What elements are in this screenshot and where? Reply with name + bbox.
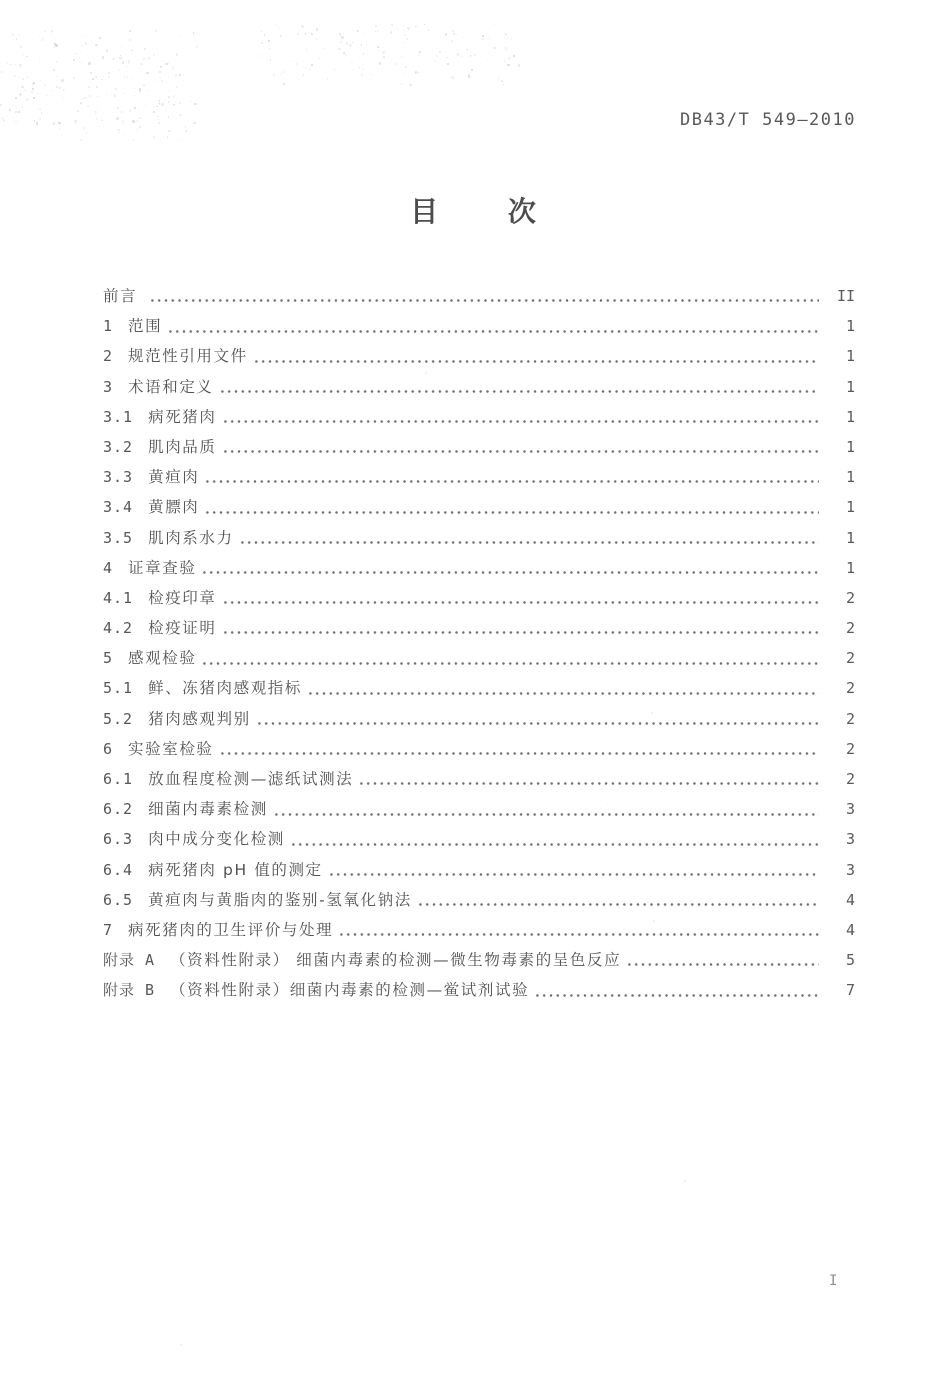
toc-entry-page: 1 <box>845 437 855 456</box>
toc-entry-number: 5.1 <box>103 679 134 698</box>
toc-entry-number: 3.3 <box>103 468 134 487</box>
toc-entry-page: 2 <box>845 709 855 728</box>
toc-entry <box>103 676 855 706</box>
toc-entry-page: 3 <box>845 860 855 879</box>
toc-entry <box>103 465 855 495</box>
toc-entry-number: 3.1 <box>103 407 134 426</box>
toc-entry-page: 5 <box>845 951 855 970</box>
dot-leader <box>219 737 819 767</box>
toc-entry-title: 检疫证明 <box>148 619 217 638</box>
toc-entry-page: 2 <box>845 739 855 758</box>
toc-entry <box>103 314 855 344</box>
toc-entry-page: 1 <box>845 317 855 336</box>
toc-entry <box>103 344 855 374</box>
toc-entry-title: 鲜、冻猪肉感观指标 <box>148 679 302 698</box>
dot-leader <box>626 948 819 978</box>
toc-entry <box>103 435 855 465</box>
toc-entry <box>103 586 855 616</box>
dot-leader <box>417 888 819 918</box>
dot-leader <box>219 375 819 405</box>
toc-entry-title: 猪肉感观判别 <box>148 709 251 728</box>
toc-entry <box>103 375 855 405</box>
toc-entry-page: 3 <box>845 830 855 849</box>
toc-entry-number: 6.2 <box>103 800 134 819</box>
toc-entry-title: 规范性引用文件 <box>128 347 248 366</box>
toc-entry-title: 证章查验 <box>128 558 197 577</box>
toc-entry-number: 6 <box>103 739 114 758</box>
toc-entry <box>103 797 855 827</box>
dot-leader <box>256 707 819 737</box>
toc-entry-number: 7 <box>103 920 114 939</box>
toc-entry-title: 范围 <box>128 317 163 336</box>
toc-entry-page: 7 <box>845 981 855 1000</box>
toc-entry-page: 1 <box>845 407 855 426</box>
toc-entry-number: 附录 A <box>103 951 156 970</box>
toc-entry-number: 4.2 <box>103 619 134 638</box>
dot-leader <box>358 767 819 797</box>
toc-entry-title: （资料性附录） 细菌内毒素的检测—微生物毒素的呈色反应 <box>170 951 622 970</box>
dot-leader <box>149 284 819 314</box>
toc-entry-title: 肌肉品质 <box>148 437 217 456</box>
toc-entry <box>103 888 855 918</box>
dot-leader <box>201 646 819 676</box>
toc-entry-number: 6.1 <box>103 770 134 788</box>
toc-entry <box>103 737 855 767</box>
toc-entry <box>103 556 855 586</box>
toc-entry-number: 附录 B <box>103 981 156 1000</box>
toc-entry-number: 6.3 <box>103 830 134 849</box>
dot-leader <box>307 676 819 706</box>
toc-entry-title: 病死猪肉的卫生评价与处理 <box>128 920 334 939</box>
toc-entry <box>103 978 855 1008</box>
toc-entry-number: 2 <box>103 347 114 366</box>
toc-entry-page: 3 <box>845 800 855 819</box>
table-of-contents <box>103 284 855 1009</box>
toc-entry-number: 3.2 <box>103 437 134 456</box>
dot-leader <box>222 586 820 616</box>
toc-entry-number: 3.4 <box>103 498 134 517</box>
dot-leader <box>204 495 819 525</box>
dot-leader <box>222 435 820 465</box>
toc-entry-page: 2 <box>845 770 855 788</box>
toc-entry-page: 1 <box>845 347 855 366</box>
toc-entry-title: 病死猪肉 pH 值的测定 <box>148 860 323 879</box>
toc-entry <box>103 918 855 948</box>
toc-entry-page: 4 <box>845 920 855 939</box>
toc-entry-title: 肌肉系水力 <box>148 528 234 547</box>
toc-entry <box>103 405 855 435</box>
dot-leader <box>167 314 819 344</box>
toc-entry-page: 1 <box>845 528 855 547</box>
toc-entry-page: 1 <box>845 498 855 517</box>
toc-entry <box>103 495 855 525</box>
dot-leader <box>290 827 819 857</box>
toc-entry-number: 5 <box>103 649 114 668</box>
toc-entry-title: 放血程度检测—滤纸试测法 <box>148 770 354 788</box>
toc-entry-number: 4 <box>103 558 114 577</box>
toc-entry <box>103 284 855 314</box>
toc-entry-title: 黄疸肉 <box>148 468 200 487</box>
toc-entry-title: 术语和定义 <box>128 377 214 396</box>
footer-page-number: I <box>829 1273 838 1289</box>
toc-entry <box>103 858 855 888</box>
toc-entry-page: 2 <box>845 679 855 698</box>
toc-entry <box>103 827 855 857</box>
toc-entry-number: 6.5 <box>103 890 134 909</box>
toc-entry-title: 前言 <box>103 287 144 305</box>
dot-leader <box>534 978 819 1008</box>
toc-entry-title: 肉中成分变化检测 <box>148 830 285 849</box>
toc-entry <box>103 616 855 646</box>
page-title: 目 次 <box>410 195 540 228</box>
toc-entry-number: 6.4 <box>103 860 134 879</box>
toc-entry-title: 检疫印章 <box>148 588 217 607</box>
toc-entry-title: 黄疸肉与黄脂肉的鉴别-氢氧化钠法 <box>148 890 412 909</box>
toc-entry-page: 2 <box>845 649 855 668</box>
dot-leader <box>239 526 819 556</box>
toc-entry-number: 3.5 <box>103 528 134 547</box>
toc-entry <box>103 948 855 978</box>
toc-entry-page: 1 <box>845 468 855 487</box>
dot-leader <box>222 616 820 646</box>
toc-entry <box>103 707 855 737</box>
toc-entry-title: 黄膘肉 <box>148 498 200 517</box>
dot-leader <box>201 556 819 586</box>
dot-leader <box>338 918 819 948</box>
toc-entry-number: 1 <box>103 317 114 336</box>
toc-entry-title: 感观检验 <box>128 649 197 668</box>
standard-code: DB43/T 549—2010 <box>679 110 856 130</box>
toc-entry-page: 4 <box>845 890 855 909</box>
toc-entry <box>103 646 855 676</box>
dot-leader <box>204 465 819 495</box>
toc-entry-page: 2 <box>845 588 855 607</box>
toc-entry-title: 细菌内毒素检测 <box>148 800 268 819</box>
toc-entry-page: 1 <box>845 558 855 577</box>
dot-leader <box>253 344 819 374</box>
toc-entry-number: 3 <box>103 377 114 396</box>
toc-entry-page: II <box>836 287 855 305</box>
toc-entry-title: （资料性附录）细菌内毒素的检测—鲎试剂试验 <box>170 981 530 1000</box>
dot-leader <box>273 797 819 827</box>
toc-entry-title: 病死猪肉 <box>148 407 217 426</box>
toc-entry-number: 4.1 <box>103 588 134 607</box>
toc-entry-page: 2 <box>845 619 855 638</box>
toc-entry-number: 5.2 <box>103 709 134 728</box>
toc-entry-title: 实验室检验 <box>128 739 214 758</box>
dot-leader <box>222 405 820 435</box>
toc-entry-page: 1 <box>845 377 855 396</box>
toc-entry <box>103 526 855 556</box>
toc-entry <box>103 767 855 797</box>
dot-leader <box>328 858 819 888</box>
